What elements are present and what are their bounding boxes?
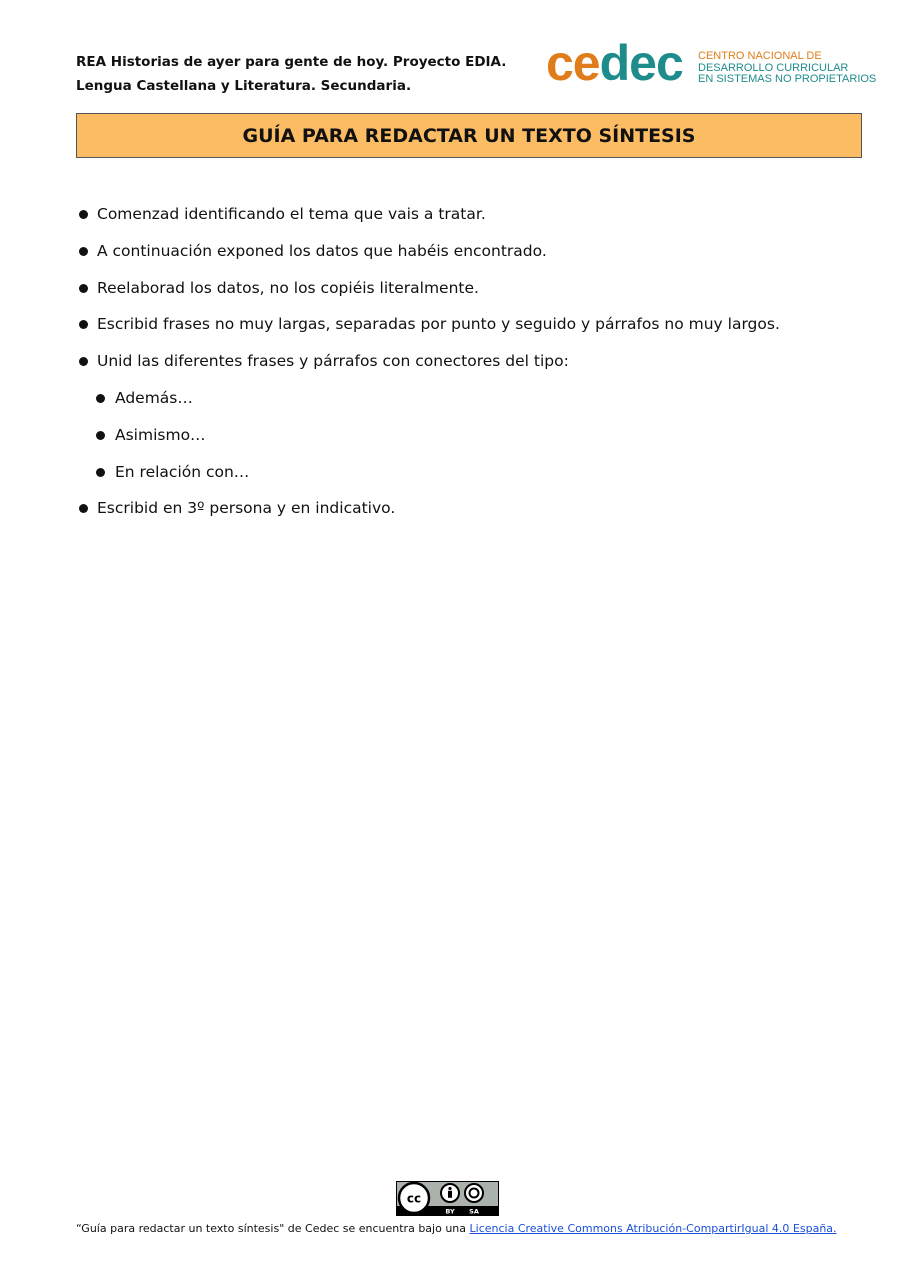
list-item-text: Escribid en 3º persona y en indicativo. (97, 499, 396, 518)
header-line-project: REA Historias de ayer para gente de hoy. Proyecto EDIA. (76, 54, 507, 70)
logo-subtitle-line3: EN SISTEMAS NO PROPIETARIOS (698, 73, 877, 85)
sub-list-item-text: Además… (115, 388, 193, 407)
list-item-text: Unid las diferentes frases y párrafos con conectores del tipo: (97, 352, 569, 371)
by-icon-body (448, 1191, 452, 1198)
header-line-subject: Lengua Castellana y Literatura. Secundaria. (76, 78, 412, 94)
list-item-text: A continuación exponed los datos que habéis encontrado. (97, 241, 547, 260)
sub-list-item-text: En relación con… (115, 462, 250, 481)
bullet-icon (79, 247, 88, 256)
bullet-icon (79, 357, 88, 366)
bullet-icon (79, 284, 88, 293)
list-item (76, 200, 876, 237)
cedec-logo-subtitle (698, 51, 876, 86)
sa-icon (465, 1184, 483, 1202)
logo-subtitle-line1: CENTRO NACIONAL DE (698, 50, 822, 62)
guide-list (76, 200, 876, 531)
list-item (76, 274, 876, 311)
bullet-icon (96, 431, 105, 440)
list-item (76, 347, 876, 384)
bullet-icon (96, 468, 105, 477)
license-footer (76, 1222, 837, 1235)
cedec-logo-word (546, 35, 683, 91)
sub-list-item (76, 421, 876, 458)
list-item (76, 310, 876, 347)
license-text: “Guía para redactar un texto síntesis" de Cedec se encuentra bajo una (76, 1222, 470, 1235)
document-header (76, 50, 506, 98)
by-label: BY (445, 1207, 455, 1215)
bullet-icon (79, 504, 88, 513)
list-item-text: Escribid frases no muy largas, separadas por punto y seguido y párrafos no muy largos. (97, 315, 780, 334)
list-item-text: Reelaborad los datos, no los copiéis literalmente. (97, 278, 479, 297)
by-icon-head (448, 1187, 451, 1190)
list-item (76, 494, 876, 531)
cc-by-sa-badge[interactable] (396, 1181, 499, 1216)
cc-icon-label: cc (406, 1191, 422, 1206)
cedec-logo (546, 35, 877, 92)
sub-list-item-text: Asimismo… (115, 425, 206, 444)
sub-list-item (76, 458, 876, 495)
bullet-icon (79, 210, 88, 219)
page-title: GUÍA PARA REDACTAR UN TEXTO SÍNTESIS (242, 124, 696, 147)
bullet-icon (79, 320, 88, 329)
logo-word-part2: dec (599, 35, 683, 91)
license-link[interactable]: Licencia Creative Commons Atribución-CompartirIgual 4.0 España. (469, 1222, 837, 1235)
list-item-text: Comenzad identificando el tema que vais a tratar. (97, 205, 486, 223)
logo-word-part1: ce (546, 35, 600, 91)
cc-badge-graphic (397, 1182, 498, 1215)
title-banner (76, 113, 862, 158)
sub-list-item (76, 384, 876, 421)
bullet-icon (96, 394, 105, 403)
logo-subtitle-line2: DESARROLLO CURRICULAR (698, 61, 849, 74)
sa-label: SA (469, 1207, 479, 1215)
list-item (76, 237, 876, 274)
